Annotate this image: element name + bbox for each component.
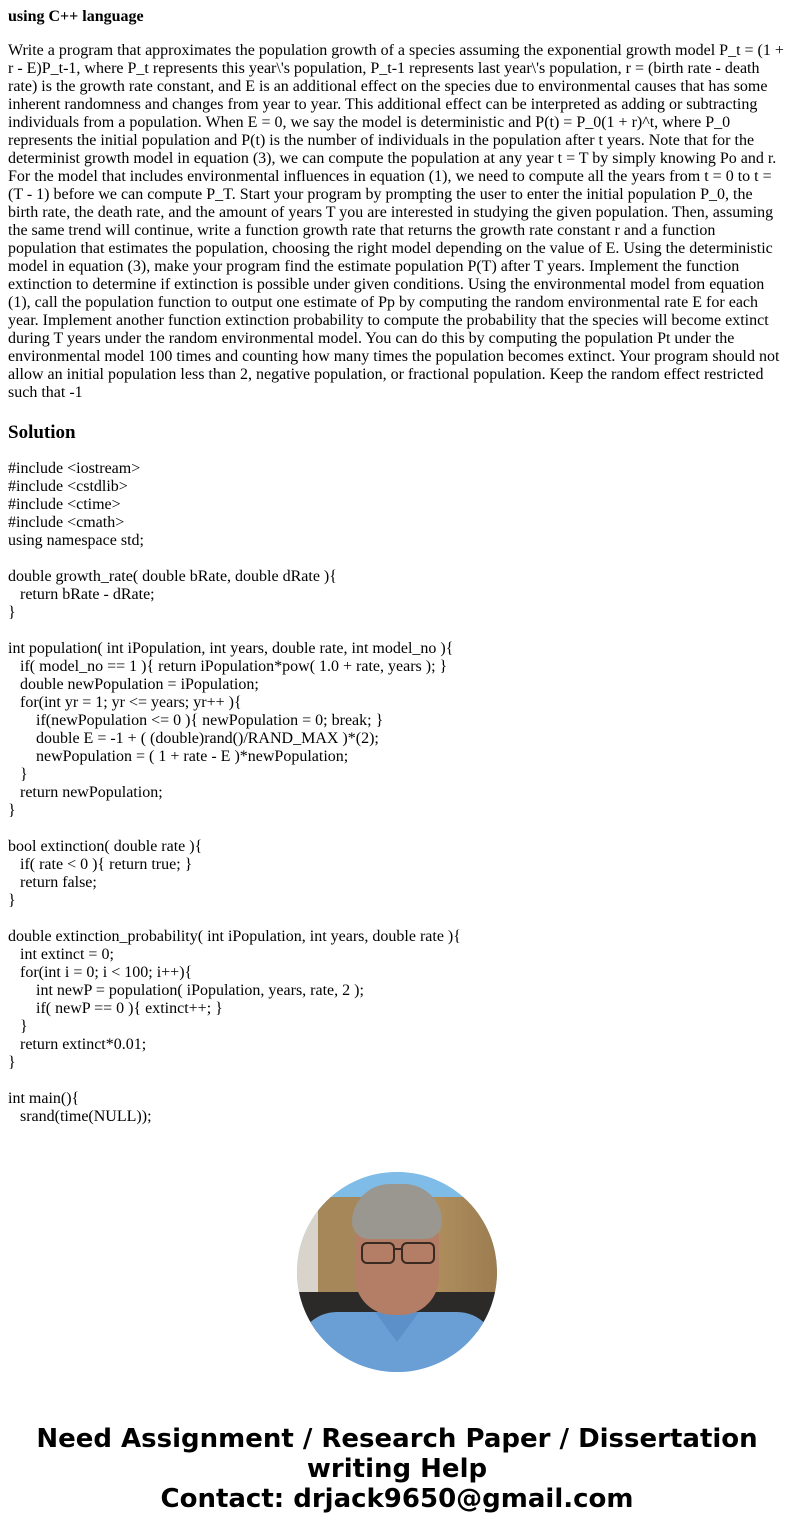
code-line: } — [8, 1018, 28, 1035]
code-line: } — [8, 1054, 16, 1071]
code-line: int main(){ — [8, 1090, 80, 1107]
portrait-photo — [297, 1172, 497, 1372]
code-line — [8, 550, 786, 568]
contact-banner — [0, 1424, 794, 1514]
photo-area — [0, 1172, 794, 1372]
code-line: if( model_no == 1 ){ return iPopulation*pow( 1.0 + rate, years ); } — [8, 658, 448, 675]
code-line: #include <iostream> — [8, 460, 141, 477]
code-line: for(int i = 0; i < 100; i++){ — [8, 964, 193, 981]
glasses-right-lens — [401, 1242, 435, 1264]
solution-heading: Solution — [8, 422, 76, 443]
glasses-bridge — [393, 1248, 403, 1250]
code-line: return bRate - dRate; — [8, 586, 155, 603]
banner-line-3: Contact: drjack9650@gmail.com — [160, 1484, 634, 1514]
code-line: #include <ctime> — [8, 496, 121, 513]
code-line: } — [8, 802, 16, 819]
code-line: #include <cstdlib> — [8, 478, 128, 495]
solution-code — [8, 460, 786, 1126]
code-line — [8, 1072, 786, 1090]
code-line: #include <cmath> — [8, 514, 125, 531]
code-line — [8, 622, 786, 640]
code-line: return false; — [8, 874, 97, 891]
question-title: using C++ language — [8, 8, 144, 25]
code-line: for(int yr = 1; yr <= years; yr++ ){ — [8, 694, 242, 711]
code-line: } — [8, 604, 16, 621]
code-line: return extinct*0.01; — [8, 1036, 147, 1053]
code-line: if( newP == 0 ){ extinct++; } — [8, 1000, 223, 1017]
code-line — [8, 910, 786, 928]
glasses-left-lens — [361, 1242, 395, 1264]
code-line: int newP = population( iPopulation, years, rate, 2 ); — [8, 982, 364, 999]
banner-line-1: Need Assignment / Research Paper / Dissertation — [36, 1424, 758, 1454]
code-line: if( rate < 0 ){ return true; } — [8, 856, 193, 873]
code-line: bool extinction( double rate ){ — [8, 838, 203, 855]
code-line: using namespace std; — [8, 532, 144, 549]
code-line: double newPopulation = iPopulation; — [8, 676, 259, 693]
code-line: return newPopulation; — [8, 784, 163, 801]
question-text: Write a program that approximates the population growth of a species assuming the exponential growth model P_t = (1 + r - E)P_t-1, where P_t represents this year\'s population, P_t-1 represents last year\'s population, r = (birth rate - death rate) is the growth rate constant, and E is an additional effect on the species due to environmental causes that has some inherent randomness and changes from year to year. This additional effect can be interpreted as adding or subtracting individuals from a population. When E = 0, we say the model is deterministic and P(t) = P_0(1 + r)^t, where P_0 represents the initial population and P(t) is the number of individuals in the population after t years. Note that for the determinist growth model in equation (3), we can compute the population at any year t = T by simply knowing Po and r. For the model that includes environmental influences in equation (1), we need to compute all the years from t = 0 to t = (T - 1) before we can compute P_T. Start your program by prompting the user to enter the initial population P_0, the birth rate, the death rate, and the amount of years T you are interested in studying the given population. Then, assuming the same trend will continue, write a function growth rate that returns the growth rate constant r and a function population that estimates the population, choosing the right model depending on the value of E. Using the deterministic model in equation (3), make your program find the estimate population P(T) after T years. Implement the function extinction to determine if extinction is possible under given conditions. Using the environmental model from equation (1), call the population function to output one estimate of Pp by computing the random environmental rate E for each year. Implement another function extinction probability to compute the probability that the species will become extinct during T years under the random environmental model. You can do this by computing the population Pt under the environmental model 100 times and counting how many times the population becomes extinct. Your program should not allow an initial population less than 2, negative population, or fractional population. Keep the random effect restricted such that -1 — [8, 42, 784, 401]
code-line: srand(time(NULL)); — [8, 1108, 152, 1125]
code-line: int extinct = 0; — [8, 946, 114, 963]
code-line: double extinction_probability( int iPopulation, int years, double rate ){ — [8, 928, 461, 945]
code-line: newPopulation = ( 1 + rate - E )*newPopulation; — [8, 748, 349, 765]
code-line: double E = -1 + ( (double)rand()/RAND_MAX )*(2); — [8, 730, 379, 747]
code-line: if(newPopulation <= 0 ){ newPopulation = 0; break; } — [8, 712, 384, 729]
document — [0, 8, 794, 1126]
code-line — [8, 820, 786, 838]
code-line: } — [8, 766, 28, 783]
photo-panel-right — [432, 1197, 497, 1297]
code-line: int population( int iPopulation, int years, double rate, int model_no ){ — [8, 640, 454, 657]
code-line: double growth_rate( double bRate, double dRate ){ — [8, 568, 337, 585]
photo-hair — [352, 1184, 442, 1239]
code-line: } — [8, 892, 16, 909]
banner-line-2: writing Help — [306, 1454, 488, 1484]
